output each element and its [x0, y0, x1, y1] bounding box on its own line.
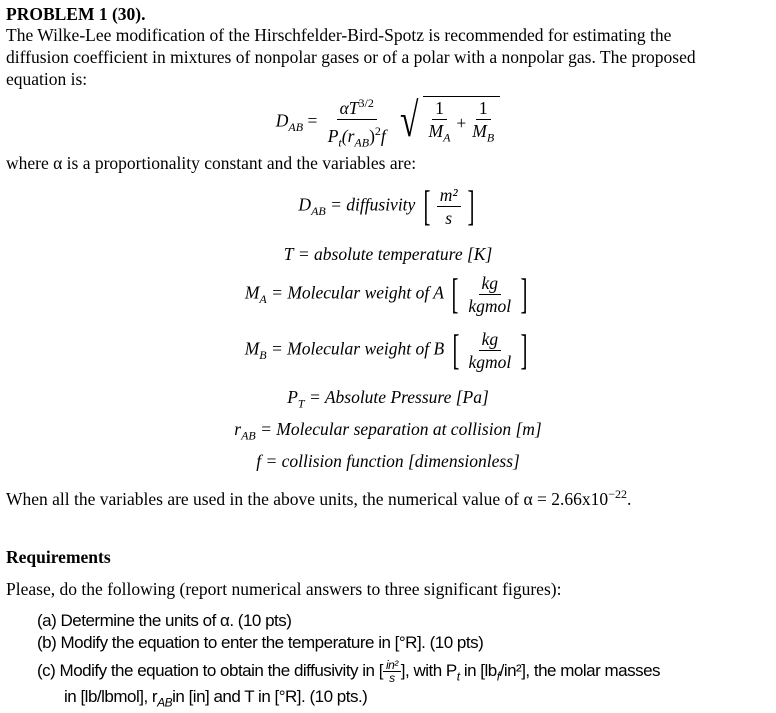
requirement-c: (c) Modify the equation to obtain the diffusivity in [ $\frac{\text{in²}}{s}$ ], with $P_t$ in $[lb_f/in^2]$, the molar masses [37, 658, 661, 685]
variable-separation: $r_{AB}$ = Molecular separation at collision [m] [234, 419, 542, 443]
requirement-a: (a) Determine the units of α. (10 pts) [37, 611, 292, 630]
intro-line: equation is: [6, 69, 88, 89]
intro-line: diffusion coefficient in mixtures of nonpolar gases or of a polar with a nonpolar gas. The proposed [6, 47, 696, 67]
main-equation: $D_{AB}$ = $\frac{\alpha T^{3/2}}{P_t(r_{AB})^2f}$ √ $\frac{1}{M_A}$ + $\frac{1}{M_B}$ [0, 92, 776, 153]
variable-diffusivity: $D_{AB}$ = diffusivity [ $\frac{\text{m²}}{s}$ ] [298, 183, 475, 230]
intro-line: The Wilke-Lee modification of the Hirschfelder-Bird-Spotz is recommended for estimating the [6, 25, 672, 45]
requirements-intro: Please, do the following (report numerical answers to three significant figures): [6, 579, 562, 599]
problem-title: PROBLEM 1 (30). [6, 4, 146, 24]
requirements-heading: Requirements [6, 547, 111, 567]
variable-temperature: T = absolute temperature [K] [283, 244, 493, 264]
variable-ma: $M_A$ = Molecular weight of A [ $\frac{kg}{\text{kgmol}}$ ] [244, 271, 528, 318]
variable-collision: f = collision function [dimensionless] [256, 451, 520, 471]
square-root: √ $\frac{1}{M_A}$ + $\frac{1}{M_B}$ [396, 96, 500, 149]
variable-pressure: $P_T$ = Absolute Pressure [Pa] [287, 387, 489, 411]
requirement-c-line2: in [lb/lbmol], $r_{AB}in$ [in] and T in [°R]. (10 pts.) [64, 687, 368, 710]
variable-mb: $M_B$ = Molecular weight of B [ $\frac{kg}{\text{kgmol}}$ ] [244, 327, 528, 374]
alpha-value-text: When all the variables are used in the above units, the numerical value of $\alpha = 2.66x10^{-22}$. [6, 487, 632, 509]
where-text: where α is a proportionality constant and the variables are: [6, 153, 417, 173]
requirement-b: (b) Modify the equation to enter the temperature in [°R]. (10 pts) [37, 633, 484, 652]
